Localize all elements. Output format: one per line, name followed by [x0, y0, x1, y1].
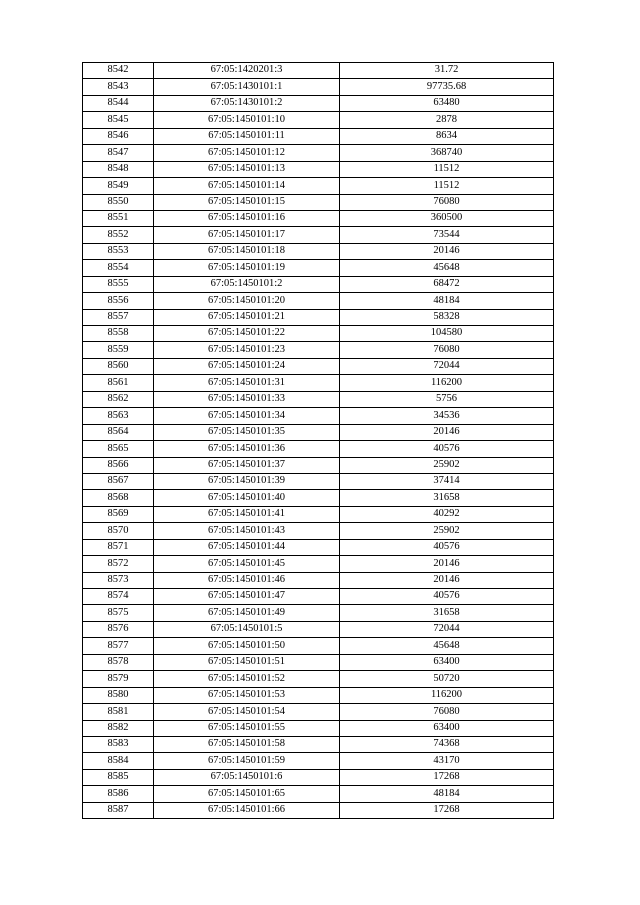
row-number-cell: 8553	[83, 243, 154, 259]
cadastral-number-cell: 67:05:1450101:53	[154, 687, 340, 703]
table-row	[83, 638, 554, 654]
cadastral-number-cell: 67:05:1450101:54	[154, 704, 340, 720]
cadastral-number-cell: 67:05:1450101:6	[154, 769, 340, 785]
row-number-cell: 8559	[83, 342, 154, 358]
row-number-cell: 8561	[83, 375, 154, 391]
table-row	[83, 424, 554, 440]
value-cell: 68472	[340, 276, 554, 292]
value-cell: 58328	[340, 309, 554, 325]
data-table	[82, 62, 554, 819]
row-number-cell: 8544	[83, 95, 154, 111]
table-row	[83, 769, 554, 785]
row-number-cell: 8550	[83, 194, 154, 210]
value-cell: 40576	[340, 539, 554, 555]
row-number-cell: 8567	[83, 473, 154, 489]
table-row	[83, 79, 554, 95]
row-number-cell: 8574	[83, 589, 154, 605]
cadastral-number-cell: 67:05:1450101:44	[154, 539, 340, 555]
table-row	[83, 227, 554, 243]
row-number-cell: 8571	[83, 539, 154, 555]
value-cell: 76080	[340, 704, 554, 720]
row-number-cell: 8579	[83, 671, 154, 687]
table-row	[83, 408, 554, 424]
value-cell: 50720	[340, 671, 554, 687]
table-row	[83, 473, 554, 489]
cadastral-number-cell: 67:05:1450101:40	[154, 490, 340, 506]
value-cell: 76080	[340, 342, 554, 358]
cadastral-number-cell: 67:05:1450101:21	[154, 309, 340, 325]
row-number-cell: 8583	[83, 736, 154, 752]
value-cell: 11512	[340, 161, 554, 177]
cadastral-number-cell: 67:05:1450101:43	[154, 523, 340, 539]
value-cell: 20146	[340, 424, 554, 440]
cadastral-number-cell: 67:05:1450101:31	[154, 375, 340, 391]
table-row	[83, 375, 554, 391]
table-row	[83, 128, 554, 144]
value-cell: 73544	[340, 227, 554, 243]
cadastral-number-cell: 67:05:1450101:59	[154, 753, 340, 769]
value-cell: 20146	[340, 572, 554, 588]
table-row	[83, 654, 554, 670]
table-row	[83, 112, 554, 128]
table-row	[83, 441, 554, 457]
table-row	[83, 194, 554, 210]
table-row	[83, 178, 554, 194]
row-number-cell: 8582	[83, 720, 154, 736]
row-number-cell: 8566	[83, 457, 154, 473]
cadastral-number-cell: 67:05:1430101:1	[154, 79, 340, 95]
row-number-cell: 8542	[83, 63, 154, 79]
table-row	[83, 309, 554, 325]
value-cell: 20146	[340, 556, 554, 572]
table-row	[83, 802, 554, 818]
table-row	[83, 687, 554, 703]
table-row	[83, 720, 554, 736]
table-row	[83, 276, 554, 292]
value-cell: 72044	[340, 358, 554, 374]
row-number-cell: 8573	[83, 572, 154, 588]
value-cell: 45648	[340, 260, 554, 276]
cadastral-number-cell: 67:05:1450101:11	[154, 128, 340, 144]
value-cell: 11512	[340, 178, 554, 194]
value-cell: 63480	[340, 95, 554, 111]
cadastral-number-cell: 67:05:1450101:12	[154, 145, 340, 161]
value-cell: 74368	[340, 736, 554, 752]
value-cell: 43170	[340, 753, 554, 769]
cadastral-number-cell: 67:05:1450101:65	[154, 786, 340, 802]
row-number-cell: 8570	[83, 523, 154, 539]
value-cell: 5756	[340, 391, 554, 407]
value-cell: 31658	[340, 605, 554, 621]
row-number-cell: 8585	[83, 769, 154, 785]
table-row	[83, 704, 554, 720]
table-row	[83, 523, 554, 539]
row-number-cell: 8584	[83, 753, 154, 769]
cadastral-number-cell: 67:05:1450101:50	[154, 638, 340, 654]
cadastral-number-cell: 67:05:1450101:19	[154, 260, 340, 276]
cadastral-number-cell: 67:05:1450101:10	[154, 112, 340, 128]
row-number-cell: 8545	[83, 112, 154, 128]
row-number-cell: 8580	[83, 687, 154, 703]
value-cell: 76080	[340, 194, 554, 210]
table-body	[83, 63, 554, 819]
value-cell: 360500	[340, 210, 554, 226]
table-row	[83, 391, 554, 407]
table-row	[83, 753, 554, 769]
row-number-cell: 8548	[83, 161, 154, 177]
value-cell: 48184	[340, 786, 554, 802]
cadastral-number-cell: 67:05:1450101:37	[154, 457, 340, 473]
table-row	[83, 95, 554, 111]
value-cell: 116200	[340, 375, 554, 391]
cadastral-number-cell: 67:05:1450101:18	[154, 243, 340, 259]
table-row	[83, 786, 554, 802]
row-number-cell: 8560	[83, 358, 154, 374]
row-number-cell: 8565	[83, 441, 154, 457]
row-number-cell: 8577	[83, 638, 154, 654]
table-row	[83, 145, 554, 161]
row-number-cell: 8576	[83, 621, 154, 637]
value-cell: 116200	[340, 687, 554, 703]
value-cell: 72044	[340, 621, 554, 637]
table-row	[83, 342, 554, 358]
cadastral-number-cell: 67:05:1450101:58	[154, 736, 340, 752]
cadastral-number-cell: 67:05:1450101:51	[154, 654, 340, 670]
value-cell: 63400	[340, 654, 554, 670]
value-cell: 34536	[340, 408, 554, 424]
row-number-cell: 8572	[83, 556, 154, 572]
row-number-cell: 8578	[83, 654, 154, 670]
value-cell: 37414	[340, 473, 554, 489]
table-row	[83, 260, 554, 276]
table-row	[83, 63, 554, 79]
cadastral-number-cell: 67:05:1450101:17	[154, 227, 340, 243]
cadastral-number-cell: 67:05:1450101:66	[154, 802, 340, 818]
cadastral-number-cell: 67:05:1450101:33	[154, 391, 340, 407]
value-cell: 25902	[340, 457, 554, 473]
table-row	[83, 556, 554, 572]
row-number-cell: 8562	[83, 391, 154, 407]
row-number-cell: 8575	[83, 605, 154, 621]
table-row	[83, 539, 554, 555]
cadastral-number-cell: 67:05:1450101:41	[154, 506, 340, 522]
row-number-cell: 8558	[83, 326, 154, 342]
row-number-cell: 8555	[83, 276, 154, 292]
row-number-cell: 8563	[83, 408, 154, 424]
value-cell: 8634	[340, 128, 554, 144]
table-row	[83, 506, 554, 522]
value-cell: 20146	[340, 243, 554, 259]
row-number-cell: 8546	[83, 128, 154, 144]
value-cell: 2878	[340, 112, 554, 128]
table-row	[83, 161, 554, 177]
table-row	[83, 210, 554, 226]
cadastral-number-cell: 67:05:1450101:22	[154, 326, 340, 342]
cadastral-number-cell: 67:05:1450101:36	[154, 441, 340, 457]
value-cell: 31658	[340, 490, 554, 506]
value-cell: 17268	[340, 802, 554, 818]
cadastral-number-cell: 67:05:1450101:24	[154, 358, 340, 374]
row-number-cell: 8552	[83, 227, 154, 243]
row-number-cell: 8581	[83, 704, 154, 720]
cadastral-number-cell: 67:05:1450101:35	[154, 424, 340, 440]
row-number-cell: 8543	[83, 79, 154, 95]
row-number-cell: 8568	[83, 490, 154, 506]
cadastral-number-cell: 67:05:1450101:15	[154, 194, 340, 210]
value-cell: 31.72	[340, 63, 554, 79]
table-row	[83, 671, 554, 687]
cadastral-number-cell: 67:05:1450101:46	[154, 572, 340, 588]
value-cell: 104580	[340, 326, 554, 342]
table-row	[83, 589, 554, 605]
table-row	[83, 457, 554, 473]
table-row	[83, 605, 554, 621]
value-cell: 45648	[340, 638, 554, 654]
cadastral-number-cell: 67:05:1450101:45	[154, 556, 340, 572]
value-cell: 97735.68	[340, 79, 554, 95]
value-cell: 40576	[340, 441, 554, 457]
table-row	[83, 243, 554, 259]
row-number-cell: 8551	[83, 210, 154, 226]
value-cell: 48184	[340, 293, 554, 309]
cadastral-number-cell: 67:05:1450101:20	[154, 293, 340, 309]
cadastral-number-cell: 67:05:1450101:34	[154, 408, 340, 424]
value-cell: 17268	[340, 769, 554, 785]
cadastral-number-cell: 67:05:1450101:5	[154, 621, 340, 637]
cadastral-number-cell: 67:05:1450101:47	[154, 589, 340, 605]
row-number-cell: 8587	[83, 802, 154, 818]
row-number-cell: 8557	[83, 309, 154, 325]
table-row	[83, 621, 554, 637]
row-number-cell: 8547	[83, 145, 154, 161]
table-row	[83, 572, 554, 588]
table-row	[83, 358, 554, 374]
row-number-cell: 8556	[83, 293, 154, 309]
cadastral-number-cell: 67:05:1450101:49	[154, 605, 340, 621]
cadastral-number-cell: 67:05:1430101:2	[154, 95, 340, 111]
row-number-cell: 8564	[83, 424, 154, 440]
cadastral-number-cell: 67:05:1450101:55	[154, 720, 340, 736]
value-cell: 25902	[340, 523, 554, 539]
cadastral-number-cell: 67:05:1450101:39	[154, 473, 340, 489]
row-number-cell: 8586	[83, 786, 154, 802]
cadastral-number-cell: 67:05:1450101:13	[154, 161, 340, 177]
row-number-cell: 8549	[83, 178, 154, 194]
value-cell: 40292	[340, 506, 554, 522]
cadastral-number-cell: 67:05:1450101:52	[154, 671, 340, 687]
table-row	[83, 490, 554, 506]
table-row	[83, 736, 554, 752]
cadastral-number-cell: 67:05:1450101:2	[154, 276, 340, 292]
table-row	[83, 293, 554, 309]
value-cell: 63400	[340, 720, 554, 736]
row-number-cell: 8569	[83, 506, 154, 522]
cadastral-number-cell: 67:05:1420201:3	[154, 63, 340, 79]
cadastral-number-cell: 67:05:1450101:16	[154, 210, 340, 226]
value-cell: 368740	[340, 145, 554, 161]
cadastral-number-cell: 67:05:1450101:14	[154, 178, 340, 194]
row-number-cell: 8554	[83, 260, 154, 276]
value-cell: 40576	[340, 589, 554, 605]
table-row	[83, 326, 554, 342]
cadastral-number-cell: 67:05:1450101:23	[154, 342, 340, 358]
